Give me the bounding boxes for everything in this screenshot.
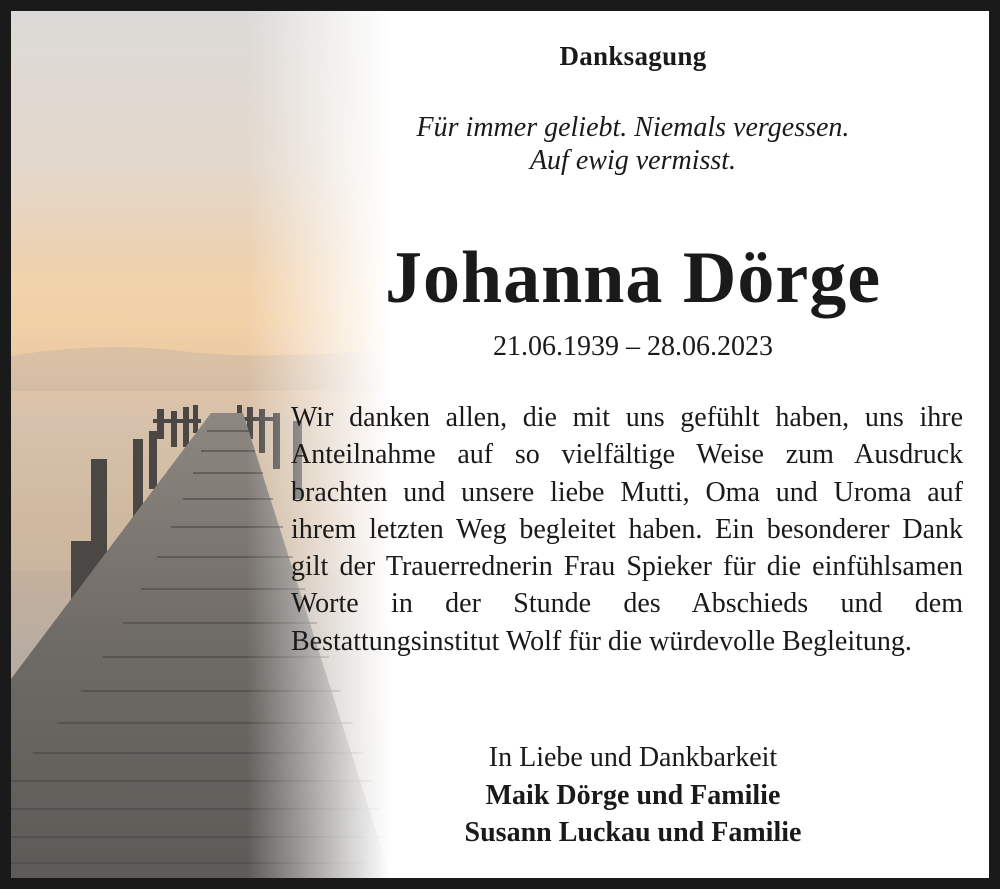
motto bbox=[301, 111, 965, 177]
motto-line-1: Für immer geliebt. Niemals vergessen. bbox=[416, 112, 850, 143]
life-dates: 21.06.1939 – 28.06.2023 bbox=[493, 331, 773, 362]
closing-line: In Liebe und Dankbarkeit bbox=[488, 742, 778, 773]
motto-line-2: Auf ewig vermisst. bbox=[529, 145, 737, 176]
signer-2: Susann Luckau und Familie bbox=[464, 817, 802, 848]
notice-heading: Danksagung bbox=[559, 41, 707, 71]
closing-block bbox=[301, 739, 965, 852]
notice-content bbox=[11, 11, 989, 878]
deceased-name: Johanna Dörge bbox=[384, 237, 882, 319]
signer-1: Maik Dörge und Familie bbox=[485, 779, 781, 811]
thanks-paragraph: Wir danken allen, die mit uns gefühlt haben, uns ihre Anteilnahme auf so vielfältige Weise zum Ausdruck brachten und unsere liebe Mutti, Oma und Uroma auf ihrem letzten Weg begleitet haben. Ein besonderer Dank gilt der Trauerrednerin Frau Spieker für die einfühlsamen Worte in der Stunde des Abschieds und dem Bestattungsinstitut Wolf für die würdevolle Begleitung. bbox=[291, 402, 963, 657]
